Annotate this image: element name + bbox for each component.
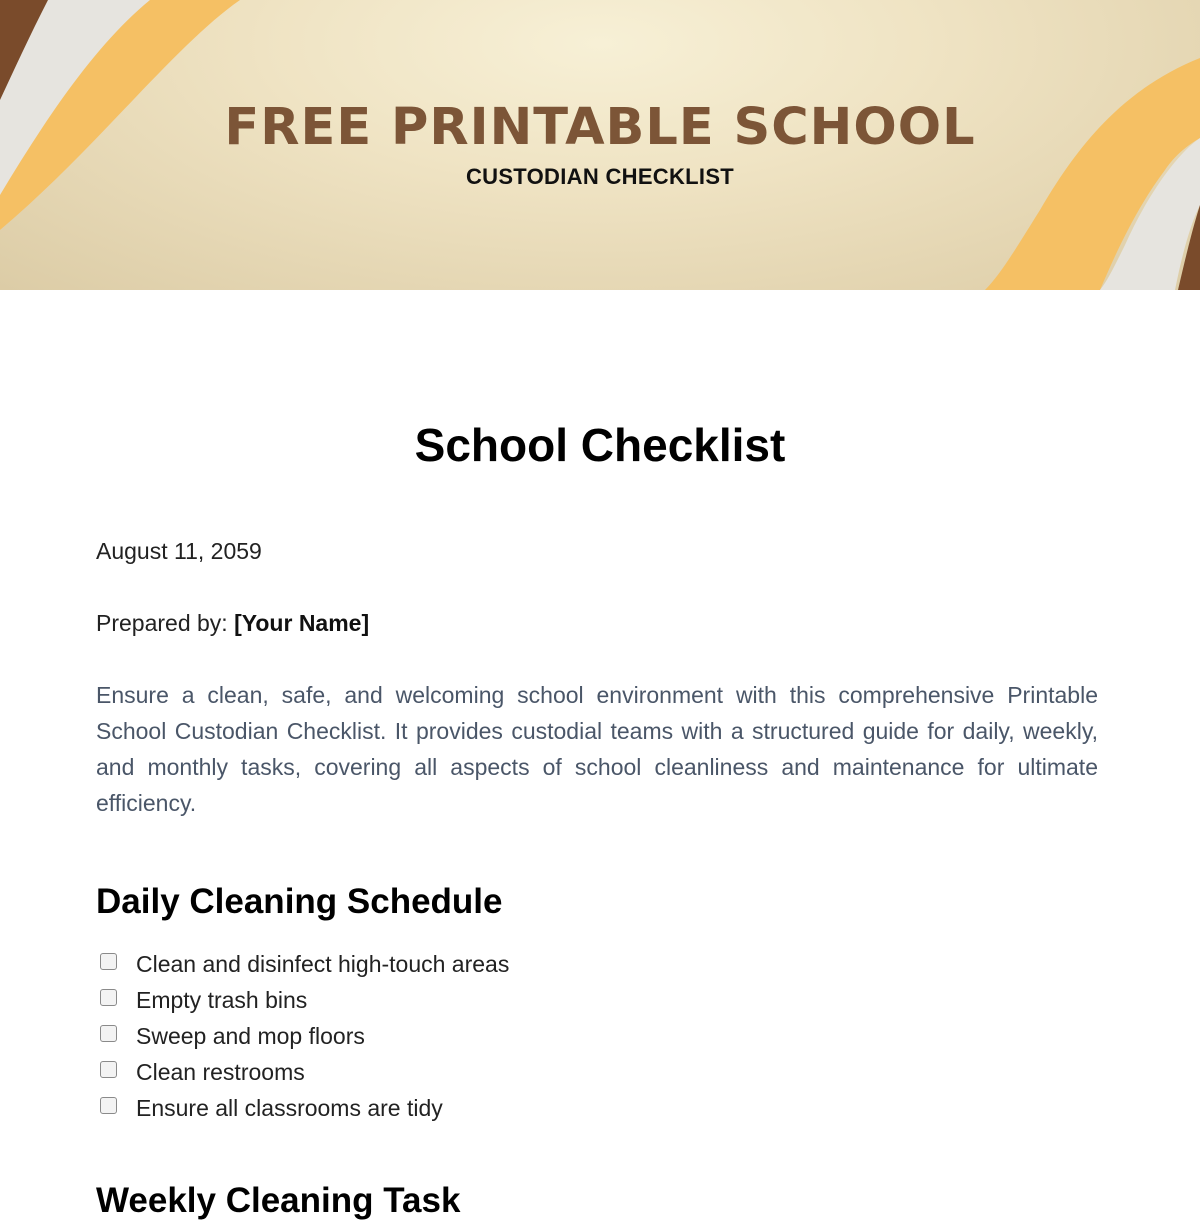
checkbox[interactable] xyxy=(100,1097,117,1114)
prepared-by-label: Prepared by: xyxy=(96,610,228,636)
prepared-by xyxy=(96,609,369,637)
header-banner xyxy=(0,0,1200,290)
checklist-item xyxy=(100,946,509,982)
checkbox[interactable] xyxy=(100,1061,117,1078)
checklist-item xyxy=(100,1090,509,1126)
prepared-by-name: [Your Name] xyxy=(234,610,370,636)
checkbox[interactable] xyxy=(100,1025,117,1042)
checklist-item xyxy=(100,982,509,1018)
checklist-item xyxy=(100,1054,509,1090)
daily-checklist xyxy=(100,946,509,1126)
checkbox[interactable] xyxy=(100,989,117,1006)
checklist-item-label: Sweep and mop floors xyxy=(136,1023,365,1049)
weekly-section-heading: Weekly Cleaning Task xyxy=(96,1181,461,1220)
checkbox[interactable] xyxy=(100,953,117,970)
banner-subtitle: CUSTODIAN CHECKLIST xyxy=(465,164,735,189)
daily-section-heading: Daily Cleaning Schedule xyxy=(96,882,503,921)
document-date: August 11, 2059 xyxy=(96,538,262,564)
checklist-item xyxy=(100,1018,509,1054)
intro-paragraph: Ensure a clean, safe, and welcoming school environment with this comprehensive Printable School Custodian Checklist. It provides custodial teams with a structured guide for daily, weekly, and monthly tasks, covering all aspects of school cleanliness and maintenance for ultimate efficiency. xyxy=(96,682,1098,816)
checklist-item-label: Ensure all classrooms are tidy xyxy=(136,1095,443,1121)
banner-title: FREE PRINTABLE SCHOOL xyxy=(224,98,976,157)
checklist-item-label: Empty trash bins xyxy=(136,987,308,1013)
document-title: School Checklist xyxy=(414,419,786,471)
checklist-item-label: Clean restrooms xyxy=(136,1059,305,1085)
checklist-item-label: Clean and disinfect high-touch areas xyxy=(136,951,510,977)
